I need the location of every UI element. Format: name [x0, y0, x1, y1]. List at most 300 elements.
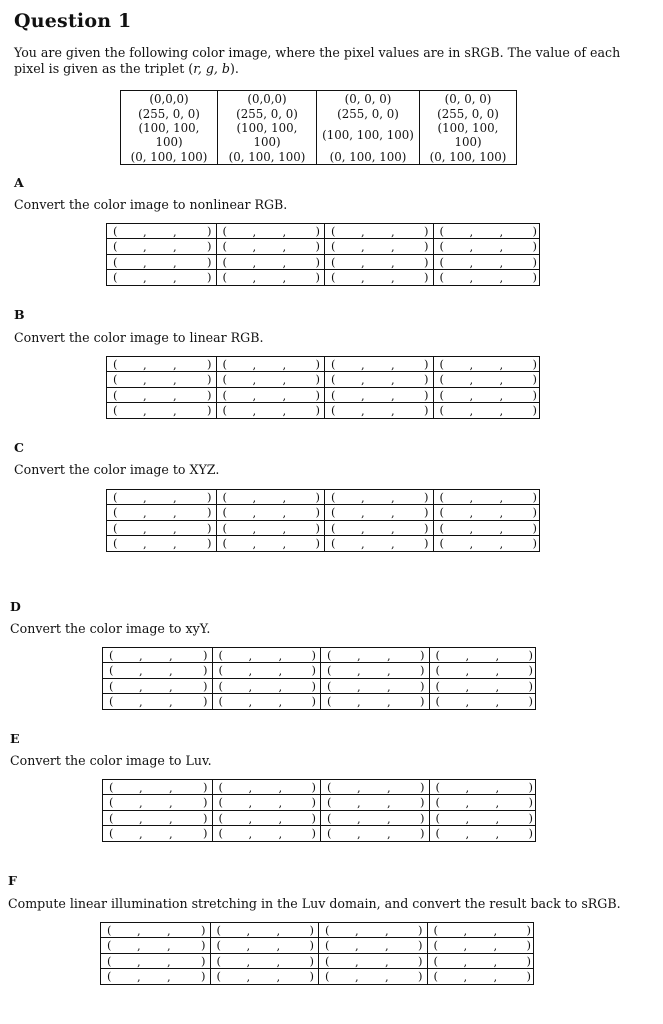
open-paren: ( [216, 938, 221, 953]
answer-cell[interactable] [324, 403, 433, 418]
comma: , [169, 826, 173, 841]
answer-cell[interactable] [427, 969, 536, 984]
comma: , [173, 225, 177, 239]
table-cell: (100, 100, 100) [420, 121, 517, 149]
comma: , [469, 536, 474, 551]
answer-cell[interactable] [101, 969, 210, 984]
answer-row [103, 679, 535, 694]
answer-cell[interactable] [107, 372, 216, 386]
comma: , [499, 373, 504, 388]
comma: , [167, 954, 171, 969]
answer-cell[interactable] [216, 255, 325, 269]
close-paren: ) [528, 693, 533, 708]
close-paren: ) [528, 795, 533, 810]
comma: , [387, 826, 391, 841]
open-paren: ( [218, 780, 223, 794]
intro-triplet-vars: r, g, b [193, 61, 230, 76]
comma: , [391, 536, 395, 551]
answer-cell[interactable] [107, 521, 216, 535]
close-paren: ) [424, 269, 429, 284]
close-paren: ) [311, 648, 316, 662]
comma: , [248, 694, 253, 709]
open-paren: ( [109, 825, 114, 840]
section-d-label: D [10, 599, 21, 614]
comma: , [252, 403, 257, 418]
comma: , [282, 373, 287, 388]
intro-text-end: ). [229, 61, 239, 76]
open-paren: ( [113, 357, 118, 371]
answer-cell[interactable] [210, 969, 319, 984]
comma: , [469, 521, 474, 536]
open-paren: ( [327, 663, 332, 678]
comma: , [137, 924, 141, 938]
answer-cell[interactable] [103, 663, 212, 677]
answer-cell[interactable] [216, 403, 325, 418]
answer-cell[interactable] [107, 224, 216, 238]
answer-cell[interactable] [101, 923, 210, 937]
answer-cell[interactable] [318, 969, 427, 984]
comma: , [169, 664, 173, 679]
answer-cell[interactable] [429, 648, 538, 662]
section-e-label: E [10, 731, 20, 746]
answer-cell[interactable] [433, 521, 542, 535]
comma: , [143, 255, 147, 270]
comma: , [278, 649, 283, 663]
comma: , [252, 536, 257, 551]
answer-cell[interactable] [216, 239, 325, 253]
close-paren: ) [203, 693, 208, 708]
open-paren: ( [439, 505, 444, 520]
close-paren: ) [203, 810, 208, 825]
comma: , [469, 403, 474, 418]
close-paren: ) [309, 953, 314, 968]
answer-row [107, 224, 539, 239]
answer-cell[interactable] [429, 795, 538, 809]
table-cell: (255, 0, 0) [317, 106, 420, 121]
answer-cell[interactable] [324, 270, 433, 285]
comma: , [282, 270, 287, 285]
comma: , [139, 826, 143, 841]
comma: , [252, 373, 257, 388]
answer-cell[interactable] [429, 694, 538, 709]
answer-cell[interactable] [103, 648, 212, 662]
comma: , [465, 796, 470, 811]
answer-row [103, 663, 535, 678]
comma: , [387, 649, 391, 663]
answer-cell[interactable] [212, 780, 321, 794]
comma: , [143, 403, 147, 418]
table-cell: (0, 100, 100) [317, 149, 420, 165]
answer-cell[interactable] [212, 679, 321, 693]
close-paren: ) [424, 490, 429, 504]
open-paren: ( [222, 239, 227, 254]
comma: , [276, 969, 281, 984]
answer-cell[interactable] [324, 505, 433, 519]
comma: , [139, 679, 143, 694]
comma: , [361, 521, 365, 536]
answer-row [107, 255, 539, 270]
open-paren: ( [435, 795, 440, 810]
open-paren: ( [331, 269, 336, 284]
open-paren: ( [109, 648, 114, 662]
comma: , [139, 694, 143, 709]
comma: , [357, 796, 361, 811]
comma: , [495, 694, 500, 709]
open-paren: ( [113, 269, 118, 284]
answer-cell[interactable] [427, 923, 536, 937]
comma: , [173, 388, 177, 403]
comma: , [167, 939, 171, 954]
comma: , [387, 796, 391, 811]
comma: , [246, 954, 251, 969]
answer-cell[interactable] [433, 270, 542, 285]
open-paren: ( [109, 780, 114, 794]
open-paren: ( [113, 372, 118, 387]
answer-cell[interactable] [107, 270, 216, 285]
answer-cell[interactable] [320, 780, 429, 794]
answer-cell[interactable] [433, 224, 542, 238]
close-paren: ) [424, 387, 429, 402]
answer-cell[interactable] [324, 357, 433, 371]
answer-cell[interactable] [427, 954, 536, 968]
answer-cell[interactable] [324, 372, 433, 386]
comma: , [493, 954, 498, 969]
answer-cell[interactable] [429, 663, 538, 677]
comma: , [252, 521, 257, 536]
answer-row [107, 388, 539, 403]
answer-row [107, 239, 539, 254]
answer-cell[interactable] [429, 780, 538, 794]
open-paren: ( [331, 224, 336, 238]
open-paren: ( [218, 648, 223, 662]
answer-cell[interactable] [433, 536, 542, 551]
close-paren: ) [526, 953, 531, 968]
answer-cell[interactable] [320, 648, 429, 662]
answer-cell[interactable] [324, 521, 433, 535]
answer-cell[interactable] [433, 372, 542, 386]
open-paren: ( [331, 535, 336, 550]
table-cell: (100, 100, 100) [218, 121, 317, 149]
answer-cell[interactable] [324, 255, 433, 269]
answer-cell[interactable] [101, 954, 210, 968]
open-paren: ( [107, 923, 112, 937]
close-paren: ) [528, 678, 533, 693]
answer-cell[interactable] [212, 694, 321, 709]
comma: , [169, 694, 173, 709]
open-paren: ( [435, 663, 440, 678]
comma: , [173, 373, 177, 388]
answer-cell[interactable] [107, 505, 216, 519]
comma: , [391, 240, 395, 255]
comma: , [143, 536, 147, 551]
close-paren: ) [526, 968, 531, 983]
answer-cell[interactable] [318, 954, 427, 968]
answer-cell[interactable] [433, 490, 542, 504]
comma: , [139, 811, 143, 826]
comma: , [357, 664, 361, 679]
table-cell: (100, 100, 100) [317, 121, 420, 149]
answer-cell[interactable] [212, 826, 321, 841]
comma: , [357, 781, 361, 795]
table-cell: (0, 100, 100) [121, 149, 218, 165]
close-paren: ) [532, 239, 537, 254]
answer-cell[interactable] [320, 694, 429, 709]
comma: , [361, 491, 365, 505]
comma: , [355, 939, 359, 954]
answer-cell[interactable] [107, 255, 216, 269]
answer-row [101, 938, 533, 953]
answer-cell[interactable] [210, 954, 319, 968]
open-paren: ( [107, 968, 112, 983]
answer-cell[interactable] [216, 521, 325, 535]
close-paren: ) [424, 239, 429, 254]
comma: , [173, 270, 177, 285]
answer-cell[interactable] [103, 826, 212, 841]
comma: , [469, 373, 474, 388]
given-pixel-table [120, 90, 517, 165]
comma: , [391, 225, 395, 239]
close-paren: ) [311, 795, 316, 810]
answer-cell[interactable] [107, 490, 216, 504]
section-a-label: A [14, 175, 24, 190]
close-paren: ) [424, 505, 429, 520]
comma: , [143, 373, 147, 388]
section-c-prompt: Convert the color image to XYZ. [14, 462, 220, 477]
answer-cell[interactable] [216, 505, 325, 519]
open-paren: ( [439, 387, 444, 402]
table-row [121, 121, 517, 149]
close-paren: ) [315, 402, 320, 417]
answer-row [107, 357, 539, 372]
answer-cell[interactable] [103, 811, 212, 825]
table-row [121, 91, 517, 107]
answer-cell[interactable] [210, 938, 319, 952]
comma: , [385, 924, 389, 938]
answer-row [101, 969, 533, 984]
comma: , [387, 694, 391, 709]
open-paren: ( [331, 254, 336, 269]
answer-cell[interactable] [212, 811, 321, 825]
question-title: Question 1 [14, 10, 132, 32]
comma: , [252, 255, 257, 270]
answer-row [107, 270, 539, 285]
close-paren: ) [207, 224, 212, 238]
comma: , [387, 781, 391, 795]
comma: , [282, 358, 287, 372]
open-paren: ( [109, 810, 114, 825]
comma: , [143, 358, 147, 372]
answer-cell[interactable] [429, 679, 538, 693]
close-paren: ) [420, 678, 425, 693]
comma: , [173, 403, 177, 418]
comma: , [167, 924, 171, 938]
answer-cell[interactable] [107, 357, 216, 371]
answer-cell[interactable] [324, 239, 433, 253]
open-paren: ( [218, 678, 223, 693]
answer-cell[interactable] [433, 388, 542, 402]
comma: , [246, 924, 251, 938]
comma: , [173, 255, 177, 270]
answer-grid-a[interactable] [106, 223, 540, 286]
answer-cell[interactable] [324, 536, 433, 551]
close-paren: ) [532, 269, 537, 284]
open-paren: ( [327, 693, 332, 708]
open-paren: ( [327, 810, 332, 825]
answer-grid-f[interactable] [100, 922, 534, 985]
table-cell: (0,0,0) [218, 91, 317, 107]
comma: , [495, 796, 500, 811]
comma: , [252, 506, 257, 521]
comma: , [465, 664, 470, 679]
open-paren: ( [222, 269, 227, 284]
open-paren: ( [222, 357, 227, 371]
answer-cell[interactable] [433, 239, 542, 253]
comma: , [282, 225, 287, 239]
close-paren: ) [315, 490, 320, 504]
answer-cell[interactable] [433, 255, 542, 269]
answer-cell[interactable] [433, 403, 542, 418]
answer-cell[interactable] [212, 648, 321, 662]
comma: , [143, 388, 147, 403]
answer-cell[interactable] [103, 679, 212, 693]
answer-cell[interactable] [318, 923, 427, 937]
open-paren: ( [222, 402, 227, 417]
open-paren: ( [435, 693, 440, 708]
table-row [121, 106, 517, 121]
close-paren: ) [203, 780, 208, 794]
open-paren: ( [331, 402, 336, 417]
comma: , [278, 679, 283, 694]
comma: , [252, 240, 257, 255]
answer-cell[interactable] [107, 239, 216, 253]
answer-cell[interactable] [210, 923, 319, 937]
comma: , [465, 826, 470, 841]
answer-cell[interactable] [103, 780, 212, 794]
answer-cell[interactable] [318, 938, 427, 952]
comma: , [499, 255, 504, 270]
comma: , [355, 924, 359, 938]
answer-cell[interactable] [216, 490, 325, 504]
open-paren: ( [327, 795, 332, 810]
answer-cell[interactable] [324, 388, 433, 402]
open-paren: ( [113, 254, 118, 269]
open-paren: ( [218, 663, 223, 678]
answer-cell[interactable] [216, 224, 325, 238]
answer-cell[interactable] [427, 938, 536, 952]
close-paren: ) [315, 224, 320, 238]
comma: , [252, 225, 257, 239]
answer-cell[interactable] [320, 811, 429, 825]
close-paren: ) [203, 678, 208, 693]
open-paren: ( [325, 953, 330, 968]
close-paren: ) [311, 780, 316, 794]
close-paren: ) [315, 357, 320, 371]
close-paren: ) [528, 810, 533, 825]
intro-text-start: You are given the following color image, where the pixel values are in sRGB. The value of each pixel is given as the triplet ( [14, 45, 621, 76]
answer-cell[interactable] [216, 388, 325, 402]
comma: , [469, 225, 474, 239]
answer-cell[interactable] [320, 663, 429, 677]
answer-cell[interactable] [103, 694, 212, 709]
close-paren: ) [201, 968, 206, 983]
answer-row [107, 536, 539, 551]
close-paren: ) [418, 953, 423, 968]
answer-cell[interactable] [324, 224, 433, 238]
answer-cell[interactable] [216, 536, 325, 551]
comma: , [355, 969, 359, 984]
table-cell: (255, 0, 0) [420, 106, 517, 121]
answer-cell[interactable] [216, 357, 325, 371]
close-paren: ) [311, 825, 316, 840]
open-paren: ( [222, 520, 227, 535]
comma: , [278, 781, 283, 795]
close-paren: ) [207, 269, 212, 284]
open-paren: ( [109, 663, 114, 678]
answer-row [103, 648, 535, 663]
answer-cell[interactable] [320, 795, 429, 809]
close-paren: ) [203, 825, 208, 840]
answer-cell[interactable] [324, 490, 433, 504]
section-b-prompt: Convert the color image to linear RGB. [14, 330, 264, 345]
answer-cell[interactable] [107, 536, 216, 551]
open-paren: ( [222, 224, 227, 238]
answer-cell[interactable] [433, 357, 542, 371]
comma: , [282, 506, 287, 521]
close-paren: ) [207, 254, 212, 269]
answer-cell[interactable] [212, 663, 321, 677]
comma: , [361, 373, 365, 388]
close-paren: ) [526, 923, 531, 937]
answer-grid-c[interactable] [106, 489, 540, 552]
answer-row [107, 505, 539, 520]
answer-cell[interactable] [216, 270, 325, 285]
close-paren: ) [532, 224, 537, 238]
answer-grid-b[interactable] [106, 356, 540, 419]
answer-cell[interactable] [429, 826, 538, 841]
close-paren: ) [315, 254, 320, 269]
answer-grid-d[interactable] [102, 647, 536, 710]
comma: , [495, 811, 500, 826]
close-paren: ) [526, 938, 531, 953]
answer-cell[interactable] [433, 505, 542, 519]
open-paren: ( [331, 505, 336, 520]
comma: , [391, 373, 395, 388]
close-paren: ) [315, 520, 320, 535]
answer-cell[interactable] [107, 388, 216, 402]
comma: , [282, 521, 287, 536]
answer-cell[interactable] [429, 811, 538, 825]
close-paren: ) [532, 490, 537, 504]
answer-cell[interactable] [101, 938, 210, 952]
comma: , [387, 679, 391, 694]
open-paren: ( [331, 372, 336, 387]
answer-cell[interactable] [107, 403, 216, 418]
open-paren: ( [331, 490, 336, 504]
open-paren: ( [218, 825, 223, 840]
open-paren: ( [216, 953, 221, 968]
answer-cell[interactable] [212, 795, 321, 809]
comma: , [387, 811, 391, 826]
comma: , [469, 255, 474, 270]
answer-cell[interactable] [320, 826, 429, 841]
answer-cell[interactable] [320, 679, 429, 693]
open-paren: ( [107, 938, 112, 953]
answer-cell[interactable] [103, 795, 212, 809]
open-paren: ( [327, 780, 332, 794]
answer-cell[interactable] [216, 372, 325, 386]
comma: , [495, 664, 500, 679]
answer-grid-e[interactable] [102, 779, 536, 842]
